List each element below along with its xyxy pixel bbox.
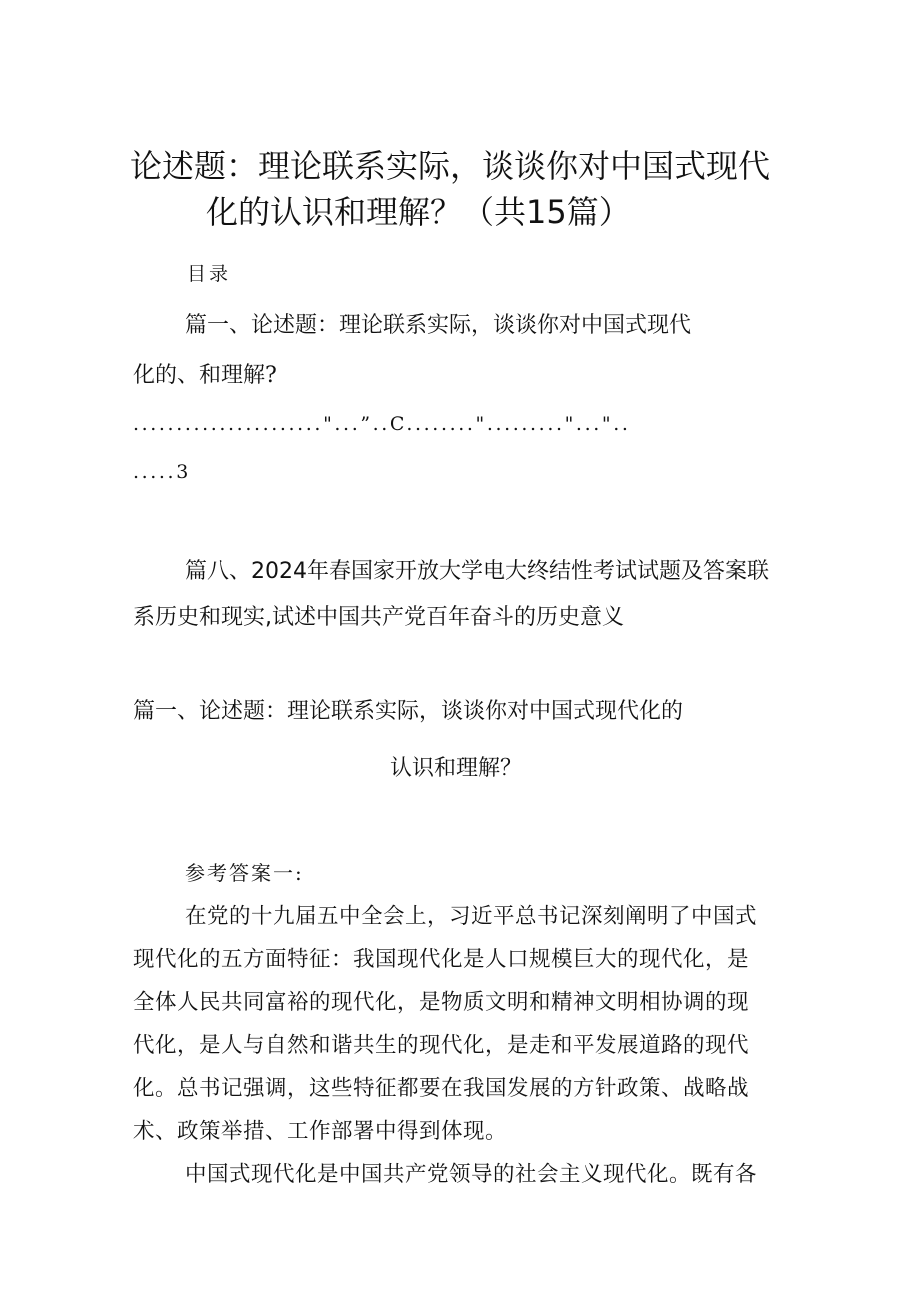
paragraph-2-line-1: 中国式现代化是中国共产党领导的社会主义现代化。既有各 [185, 1162, 758, 1187]
toc-entry-1-line-2[interactable]: 化的、和理解? [133, 363, 277, 388]
toc-entry-8-line-1[interactable]: 篇八、2024年春国家开放大学电大终结性考试试题及答案联 [185, 559, 769, 584]
toc-entry-1-page-number: .....3 [133, 461, 191, 483]
section-1-heading-line-2: 认识和理解？ [390, 756, 523, 781]
toc-entry-1-line-1[interactable]: 篇一、论述题：理论联系实际，谈谈你对中国式现代 [185, 313, 692, 338]
document-title-line-1: 论述题：理论联系实际，谈谈你对中国式现代 [130, 147, 771, 185]
paragraph-1-line-5: 化。总书记强调，这些特征都要在我国发展的方针政策、战略战 [133, 1076, 750, 1101]
document-title-line-2: 化的认识和理解？（共15篇） [206, 193, 631, 231]
answer-label: 参考答案一: [185, 861, 304, 885]
paragraph-1-line-1: 在党的十九届五中全会上，习近平总书记深刻阐明了中国式 [185, 904, 758, 929]
paragraph-1-line-2: 现代化的五方面特征：我国现代化是人口规模巨大的现代化，是 [133, 947, 750, 972]
toc-entry-8-line-2[interactable]: 系历史和现实,试述中国共产党百年奋斗的历史意义 [133, 605, 624, 630]
toc-label: 目录 [187, 263, 232, 285]
paragraph-1-line-6: 术、政策举措、工作部署中得到体现。 [133, 1119, 508, 1144]
toc-entry-1-leader-dots: ......................"...”..C........"........."...".. [133, 413, 631, 435]
section-1-heading-line-1: 篇一、论述题：理论联系实际，谈谈你对中国式现代化的 [133, 699, 684, 724]
paragraph-1-line-4: 代化，是人与自然和谐共生的现代化，是走和平发展道路的现代 [133, 1033, 750, 1058]
paragraph-1-line-3: 全体人民共同富裕的现代化，是物质文明和精神文明相协调的现 [133, 990, 750, 1015]
